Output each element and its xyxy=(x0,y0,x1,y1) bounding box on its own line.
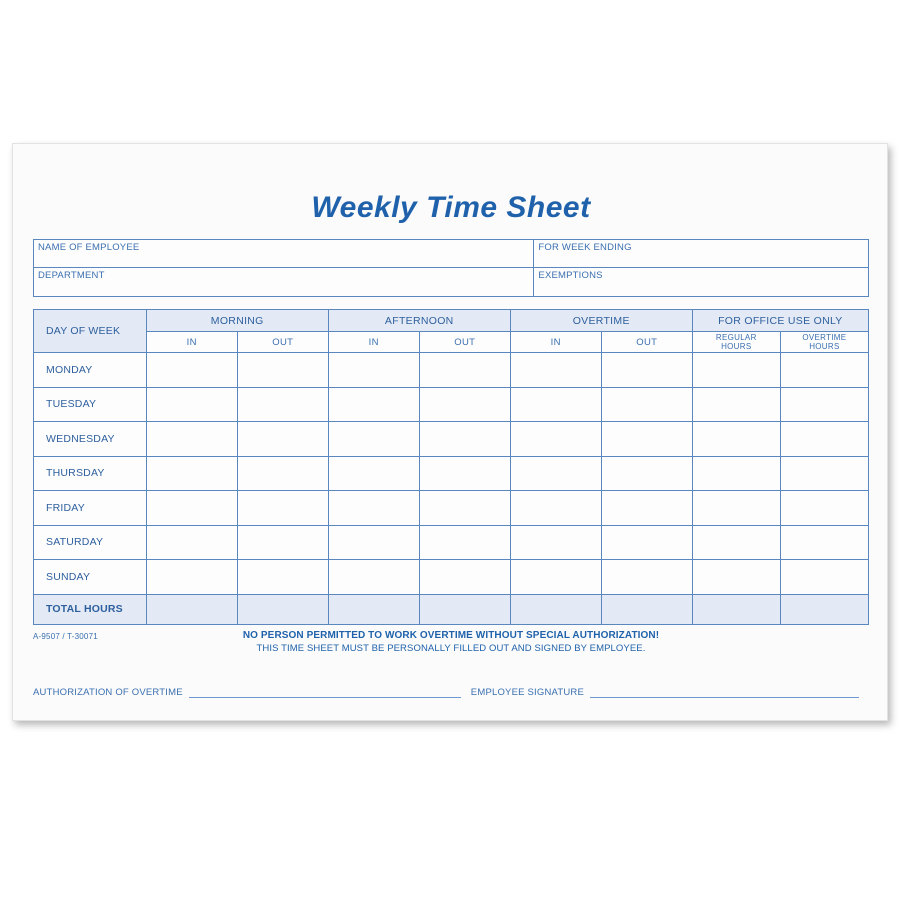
entry-cell-sunday-overtime-out[interactable] xyxy=(601,560,692,595)
signature-row xyxy=(33,687,869,698)
note-overtime-authorization: NO PERSON PERMITTED TO WORK OVERTIME WITHOUT SPECIAL AUTHORIZATION! xyxy=(242,629,660,641)
entry-cell-friday-overtime-hours[interactable] xyxy=(780,491,868,526)
table-row xyxy=(34,525,869,560)
entry-cell-tuesday-overtime-out[interactable] xyxy=(601,387,692,422)
entry-cell-wednesday-morning-out[interactable] xyxy=(237,422,328,457)
table-body xyxy=(34,353,869,625)
time-sheet-form xyxy=(12,143,888,721)
day-label-sunday: SUNDAY xyxy=(34,560,147,595)
entry-cell-thursday-regular-hours[interactable] xyxy=(692,456,780,491)
regular-hours-header xyxy=(692,332,780,353)
for-week-ending-label: FOR WEEK ENDING xyxy=(538,242,632,253)
day-label-friday: FRIDAY xyxy=(34,491,147,526)
day-label-wednesday: WEDNESDAY xyxy=(34,422,147,457)
regular-hours-header-line2: HOURS xyxy=(721,342,752,351)
entry-cell-sunday-morning-out[interactable] xyxy=(237,560,328,595)
entry-cell-sunday-afternoon-in[interactable] xyxy=(328,560,419,595)
entry-cell-tuesday-afternoon-out[interactable] xyxy=(419,387,510,422)
note-personally-filled-out: THIS TIME SHEET MUST BE PERSONALLY FILLED OUT AND SIGNED BY EMPLOYEE. xyxy=(256,642,646,654)
department-field[interactable] xyxy=(34,268,534,296)
entry-cell-tuesday-overtime-in[interactable] xyxy=(510,387,601,422)
entry-cell-saturday-afternoon-in[interactable] xyxy=(328,525,419,560)
day-of-week-header: DAY OF WEEK xyxy=(34,310,147,353)
total-cell-afternoon-out[interactable] xyxy=(419,594,510,624)
table-row xyxy=(34,353,869,388)
part-number: A-9507 / T-30071 xyxy=(33,631,98,641)
entry-cell-monday-afternoon-in[interactable] xyxy=(328,353,419,388)
identification-row-2 xyxy=(34,268,868,296)
overtime-out-header: OUT xyxy=(601,332,692,353)
department-label: DEPARTMENT xyxy=(38,270,105,281)
entry-cell-thursday-overtime-hours[interactable] xyxy=(780,456,868,491)
entry-cell-monday-overtime-hours[interactable] xyxy=(780,353,868,388)
entry-cell-tuesday-regular-hours[interactable] xyxy=(692,387,780,422)
entry-cell-monday-afternoon-out[interactable] xyxy=(419,353,510,388)
entry-cell-monday-overtime-out[interactable] xyxy=(601,353,692,388)
entry-cell-monday-overtime-in[interactable] xyxy=(510,353,601,388)
overtime-group-header: OVERTIME xyxy=(510,310,692,332)
entry-cell-sunday-afternoon-out[interactable] xyxy=(419,560,510,595)
entry-cell-friday-morning-out[interactable] xyxy=(237,491,328,526)
entry-cell-sunday-overtime-hours[interactable] xyxy=(780,560,868,595)
entry-cell-sunday-overtime-in[interactable] xyxy=(510,560,601,595)
employee-signature-label: EMPLOYEE SIGNATURE xyxy=(470,687,585,698)
morning-out-header: OUT xyxy=(237,332,328,353)
table-sub-header-row xyxy=(34,332,869,353)
overtime-hours-header-line2: HOURS xyxy=(809,342,840,351)
entry-cell-thursday-morning-out[interactable] xyxy=(237,456,328,491)
entry-cell-sunday-morning-in[interactable] xyxy=(146,560,237,595)
total-cell-overtime-in[interactable] xyxy=(510,594,601,624)
day-label-tuesday: TUESDAY xyxy=(34,387,147,422)
entry-cell-wednesday-regular-hours[interactable] xyxy=(692,422,780,457)
total-cell-overtime-hours[interactable] xyxy=(780,594,868,624)
entry-cell-friday-overtime-out[interactable] xyxy=(601,491,692,526)
table-row xyxy=(34,491,869,526)
morning-group-header: MORNING xyxy=(146,310,328,332)
entry-cell-tuesday-morning-out[interactable] xyxy=(237,387,328,422)
afternoon-group-header: AFTERNOON xyxy=(328,310,510,332)
entry-cell-monday-regular-hours[interactable] xyxy=(692,353,780,388)
entry-cell-wednesday-overtime-hours[interactable] xyxy=(780,422,868,457)
total-hours-row xyxy=(34,594,869,624)
table-group-header-row xyxy=(34,310,869,332)
form-title: Weekly Time Sheet xyxy=(311,191,591,224)
entry-cell-sunday-regular-hours[interactable] xyxy=(692,560,780,595)
entry-cell-saturday-overtime-in[interactable] xyxy=(510,525,601,560)
total-cell-afternoon-in[interactable] xyxy=(328,594,419,624)
name-of-employee-label: NAME OF EMPLOYEE xyxy=(38,242,140,253)
entry-cell-thursday-afternoon-in[interactable] xyxy=(328,456,419,491)
entry-cell-saturday-overtime-out[interactable] xyxy=(601,525,692,560)
employee-signature-line[interactable] xyxy=(590,688,859,698)
entry-cell-friday-regular-hours[interactable] xyxy=(692,491,780,526)
for-week-ending-field[interactable] xyxy=(534,240,868,267)
entry-cell-friday-overtime-in[interactable] xyxy=(510,491,601,526)
day-label-monday: MONDAY xyxy=(34,353,147,388)
afternoon-in-header: IN xyxy=(328,332,419,353)
entry-cell-thursday-afternoon-out[interactable] xyxy=(419,456,510,491)
total-cell-morning-in[interactable] xyxy=(146,594,237,624)
entry-cell-saturday-morning-out[interactable] xyxy=(237,525,328,560)
entry-cell-thursday-morning-in[interactable] xyxy=(146,456,237,491)
entry-cell-wednesday-afternoon-in[interactable] xyxy=(328,422,419,457)
regular-hours-header-line1: REGULAR xyxy=(715,332,757,342)
entry-cell-thursday-overtime-in[interactable] xyxy=(510,456,601,491)
entry-cell-tuesday-overtime-hours[interactable] xyxy=(780,387,868,422)
entry-cell-thursday-overtime-out[interactable] xyxy=(601,456,692,491)
employee-identification-block xyxy=(33,239,869,297)
form-inner xyxy=(33,158,869,706)
authorization-of-overtime-label: AUTHORIZATION OF OVERTIME xyxy=(33,687,183,698)
entry-cell-saturday-afternoon-out[interactable] xyxy=(419,525,510,560)
total-cell-regular-hours[interactable] xyxy=(692,594,780,624)
exemptions-label: EXEMPTIONS xyxy=(538,270,603,281)
table-row xyxy=(34,422,869,457)
morning-in-header: IN xyxy=(146,332,237,353)
exemptions-field[interactable] xyxy=(534,268,868,296)
entry-cell-wednesday-overtime-out[interactable] xyxy=(601,422,692,457)
overtime-hours-header-line1: OVERTIME xyxy=(802,332,847,342)
afternoon-out-header: OUT xyxy=(419,332,510,353)
name-of-employee-field[interactable] xyxy=(34,240,534,267)
overtime-in-header: IN xyxy=(510,332,601,353)
entry-cell-tuesday-morning-in[interactable] xyxy=(146,387,237,422)
authorization-of-overtime-line[interactable] xyxy=(189,688,461,698)
total-cell-overtime-out[interactable] xyxy=(601,594,692,624)
overtime-hours-header xyxy=(780,332,868,353)
table-row xyxy=(34,387,869,422)
table-row xyxy=(34,456,869,491)
day-label-thursday: THURSDAY xyxy=(34,456,147,491)
office-use-group-header: FOR OFFICE USE ONLY xyxy=(692,310,868,332)
entry-cell-wednesday-overtime-in[interactable] xyxy=(510,422,601,457)
footer-notes-block xyxy=(33,630,869,660)
entry-cell-wednesday-afternoon-out[interactable] xyxy=(419,422,510,457)
entry-cell-saturday-morning-in[interactable] xyxy=(146,525,237,560)
time-entry-table xyxy=(33,309,869,625)
total-hours-label: TOTAL HOURS xyxy=(34,594,147,624)
entry-cell-tuesday-afternoon-in[interactable] xyxy=(328,387,419,422)
entry-cell-friday-morning-in[interactable] xyxy=(146,491,237,526)
entry-cell-saturday-regular-hours[interactable] xyxy=(692,525,780,560)
entry-cell-friday-afternoon-in[interactable] xyxy=(328,491,419,526)
identification-row-1 xyxy=(34,240,868,268)
entry-cell-saturday-overtime-hours[interactable] xyxy=(780,525,868,560)
notes xyxy=(33,630,869,654)
entry-cell-monday-morning-in[interactable] xyxy=(146,353,237,388)
day-label-saturday: SATURDAY xyxy=(34,525,147,560)
entry-cell-friday-afternoon-out[interactable] xyxy=(419,491,510,526)
entry-cell-wednesday-morning-in[interactable] xyxy=(146,422,237,457)
total-cell-morning-out[interactable] xyxy=(237,594,328,624)
entry-cell-monday-morning-out[interactable] xyxy=(237,353,328,388)
table-row xyxy=(34,560,869,595)
